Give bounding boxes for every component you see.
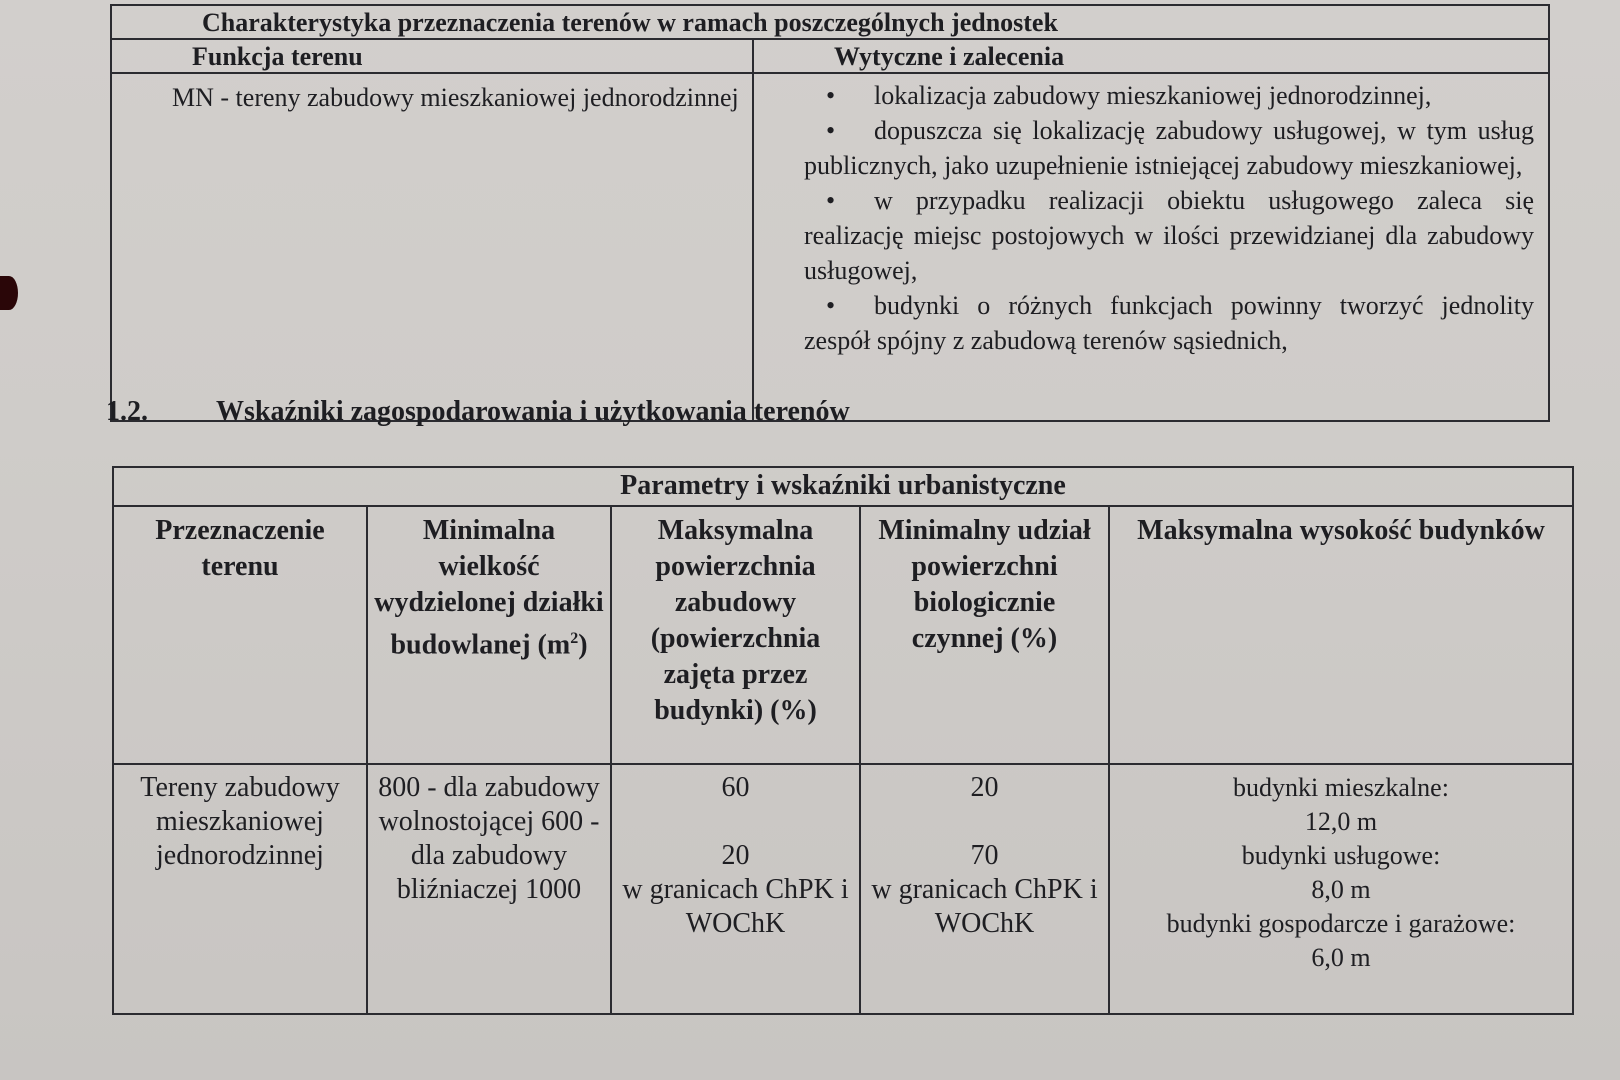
section-heading (106, 396, 850, 428)
section-number: 1.2. (106, 396, 148, 427)
section-title: Wskaźniki zagospodarowania i użytkowania terenów (216, 396, 850, 427)
cell-min-bio-active-area (860, 764, 1109, 1014)
header-min-plot-size-text: Minimalna wielkość wydzielonej działki budowlanej (m (374, 515, 604, 661)
value-b: 70 (970, 840, 999, 871)
height-label-service: budynki usługowe: (1241, 841, 1441, 870)
cell-max-building-height (1109, 764, 1573, 1014)
column-header-function: Funkcja terenu (111, 39, 753, 73)
value-a: 60 (721, 772, 750, 803)
ink-mark (0, 276, 18, 310)
header-max-built-area: Maksymalna powierzchnia zabudowy (powierzchnia zajęta przez budynki) (%) (611, 506, 860, 764)
table1-caption: Charakterystyka przeznaczenia terenów w ramach poszczególnych jednostek (111, 5, 1549, 39)
height-value-service: 8,0 m (1311, 875, 1371, 904)
header-min-bio-active-area: Minimalny udział powierzchni biologicznie czynnej (%) (860, 506, 1109, 764)
guideline-item: • lokalizacja zabudowy mieszkaniowej jednorodzinnej, (804, 78, 1534, 113)
cell-min-plot-size: 800 - dla zabudowy wolnostojącej 600 - dla zabudowy bliźniaczej 1000 (367, 764, 611, 1014)
value-note: w granicach ChPK i WOChK (871, 874, 1098, 939)
spacer (867, 805, 1102, 839)
spacer (618, 805, 853, 839)
height-label-utility: budynki gospodarcze i garażowe: (1166, 909, 1516, 938)
header-land-purpose: Przeznaczenie terenu (113, 506, 367, 764)
cell-land-purpose: Tereny zabudowy mieszkaniowej jednorodzinnej (113, 764, 367, 1014)
height-value-utility: 6,0 m (1311, 943, 1371, 972)
guidelines-list (804, 78, 1534, 358)
header-max-building-height: Maksymalna wysokość budynków (1109, 506, 1573, 764)
guideline-item: • budynki o różnych funkcjach powinny tworzyć jednolity zespół spójny z zabudową terenów sąsiednich, (804, 288, 1534, 358)
guideline-item: • w przypadku realizacji obiektu usługowego zaleca się realizację miejsc postojowych w ilości przewidzianej dla zabudowy usługowej, (804, 183, 1534, 288)
value-a: 20 (970, 772, 999, 803)
guideline-item: • dopuszcza się lokalizację zabudowy usługowej, w tym usług publicznych, jako uzupełnienie istniejącej zabudowy mieszkaniowej, (804, 113, 1534, 183)
value-b: 20 (721, 840, 750, 871)
header-min-plot-size-end: ) (578, 629, 588, 661)
cell-max-built-area (611, 764, 860, 1014)
land-use-characteristics-table (110, 4, 1550, 422)
height-label-residential: budynki mieszkalne: (1233, 773, 1449, 802)
guidelines-cell (753, 73, 1549, 421)
height-value-residential: 12,0 m (1304, 807, 1378, 836)
superscript: 2 (570, 630, 579, 647)
header-min-plot-size (367, 506, 611, 764)
value-note: w granicach ChPK i WOChK (622, 874, 849, 939)
urban-parameters-table (112, 466, 1574, 1015)
function-cell: MN - tereny zabudowy mieszkaniowej jednorodzinnej (111, 73, 753, 421)
table2-caption: Parametry i wskaźniki urbanistyczne (113, 467, 1573, 506)
column-header-guidelines: Wytyczne i zalecenia (753, 39, 1549, 73)
